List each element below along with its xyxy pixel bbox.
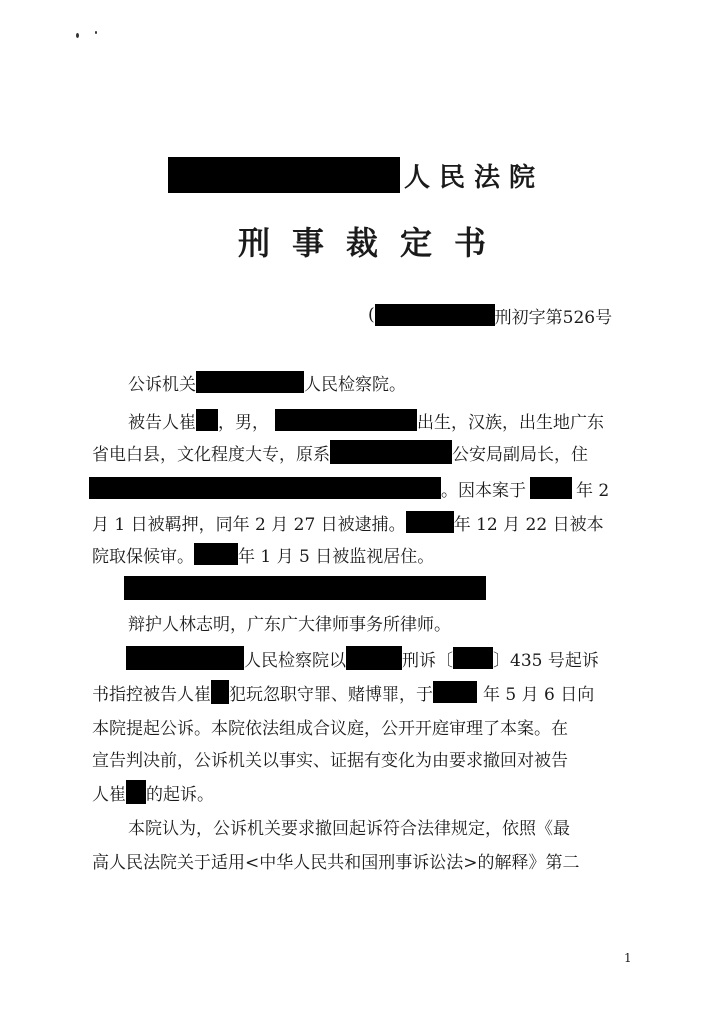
page-number: 1 bbox=[624, 951, 632, 965]
body-line-6 bbox=[92, 540, 434, 568]
court-name-suffix: 人民法院 bbox=[404, 162, 545, 193]
redaction-block bbox=[346, 646, 402, 670]
text-segment: 年 1 月 5 日被监视居住。 bbox=[238, 546, 435, 567]
redaction-block bbox=[196, 371, 304, 393]
redaction-block bbox=[126, 780, 146, 804]
text-segment: 年 5 月 6 日向 bbox=[483, 684, 595, 705]
redaction-block bbox=[375, 304, 495, 326]
body-line-5 bbox=[92, 508, 604, 536]
redaction-block bbox=[530, 477, 572, 499]
scan-speck bbox=[95, 31, 97, 34]
body-line-2 bbox=[92, 406, 604, 434]
court-title bbox=[168, 156, 544, 194]
redaction-block bbox=[406, 511, 454, 533]
body-line-13 bbox=[92, 778, 214, 806]
body-line-1 bbox=[128, 368, 406, 396]
text-segment: 的起诉。 bbox=[146, 784, 214, 805]
body-line-3 bbox=[92, 438, 588, 466]
body-line-14 bbox=[128, 812, 570, 840]
text-segment: 人崔 bbox=[92, 784, 126, 805]
scan-speck bbox=[76, 33, 79, 38]
body-line-10 bbox=[92, 678, 594, 706]
text-segment: 省电白县，文化程度大专，原系 bbox=[92, 444, 330, 465]
text-segment: 高人民法院关于适用<中华人民共和国刑事诉讼法>的解释》第二 bbox=[92, 852, 580, 873]
text-segment: 月 1 日被羁押，同年 2 月 27 日被逮捕。 bbox=[92, 514, 406, 535]
body-line-4 bbox=[89, 474, 609, 502]
redaction-block bbox=[89, 477, 441, 499]
text-segment: 〕435 号起诉 bbox=[493, 650, 599, 671]
text-segment: 。因本案于 bbox=[441, 480, 526, 501]
text-segment: 本院认为，公诉机关要求撤回起诉符合法律规定，依照《最 bbox=[128, 818, 570, 839]
redaction-block bbox=[453, 647, 493, 669]
redaction-block bbox=[433, 681, 477, 703]
text-segment: 本院提起公诉。本院依法组成合议庭，公开开庭审理了本案。在 bbox=[92, 718, 568, 739]
text-segment: 刑诉〔 bbox=[402, 650, 453, 671]
text-segment: 书指控被告人崔 bbox=[92, 684, 211, 705]
redaction-block bbox=[275, 409, 417, 431]
text-segment: 辩护人林志明，广东广大律师事务所律师。 bbox=[128, 614, 451, 635]
body-line-8 bbox=[128, 608, 451, 636]
body-line-15 bbox=[92, 846, 580, 874]
text-segment: 宣告判决前，公诉机关以事实、证据有变化为由要求撤回对被告 bbox=[92, 750, 568, 771]
text-segment: 被告人崔 bbox=[128, 412, 196, 433]
body-line-12 bbox=[92, 744, 568, 772]
case-number-suffix: 刑初字第526号 bbox=[494, 307, 613, 328]
document-title: 刑事裁定书 bbox=[237, 224, 508, 262]
text-segment: 人民检察院以 bbox=[244, 650, 346, 671]
text-segment: ，男， bbox=[218, 412, 269, 433]
text-segment: 年 2 bbox=[576, 480, 610, 501]
case-number bbox=[368, 302, 612, 328]
redaction-block bbox=[168, 157, 400, 193]
redaction-block bbox=[196, 409, 218, 431]
text-segment: 犯玩忽职守罪、赌博罪，于 bbox=[229, 684, 433, 705]
redaction-block bbox=[211, 680, 229, 704]
text-segment: 年 12 月 22 日被本 bbox=[453, 514, 604, 535]
redaction-block bbox=[124, 576, 486, 600]
body-line-7 bbox=[124, 574, 486, 602]
case-number-paren: ( bbox=[368, 305, 375, 325]
redaction-block bbox=[330, 440, 452, 464]
body-line-11 bbox=[92, 712, 568, 740]
text-segment: 院取保候审。 bbox=[92, 546, 194, 567]
redaction-block bbox=[126, 646, 244, 670]
body-line-9 bbox=[126, 644, 599, 672]
text-segment: 出生，汉族，出生地广东 bbox=[417, 412, 604, 433]
redaction-block bbox=[194, 543, 238, 565]
text-segment: 公安局副局长，住 bbox=[452, 444, 588, 465]
text-segment: 人民检察院。 bbox=[304, 374, 406, 395]
text-segment: 公诉机关 bbox=[128, 374, 196, 395]
